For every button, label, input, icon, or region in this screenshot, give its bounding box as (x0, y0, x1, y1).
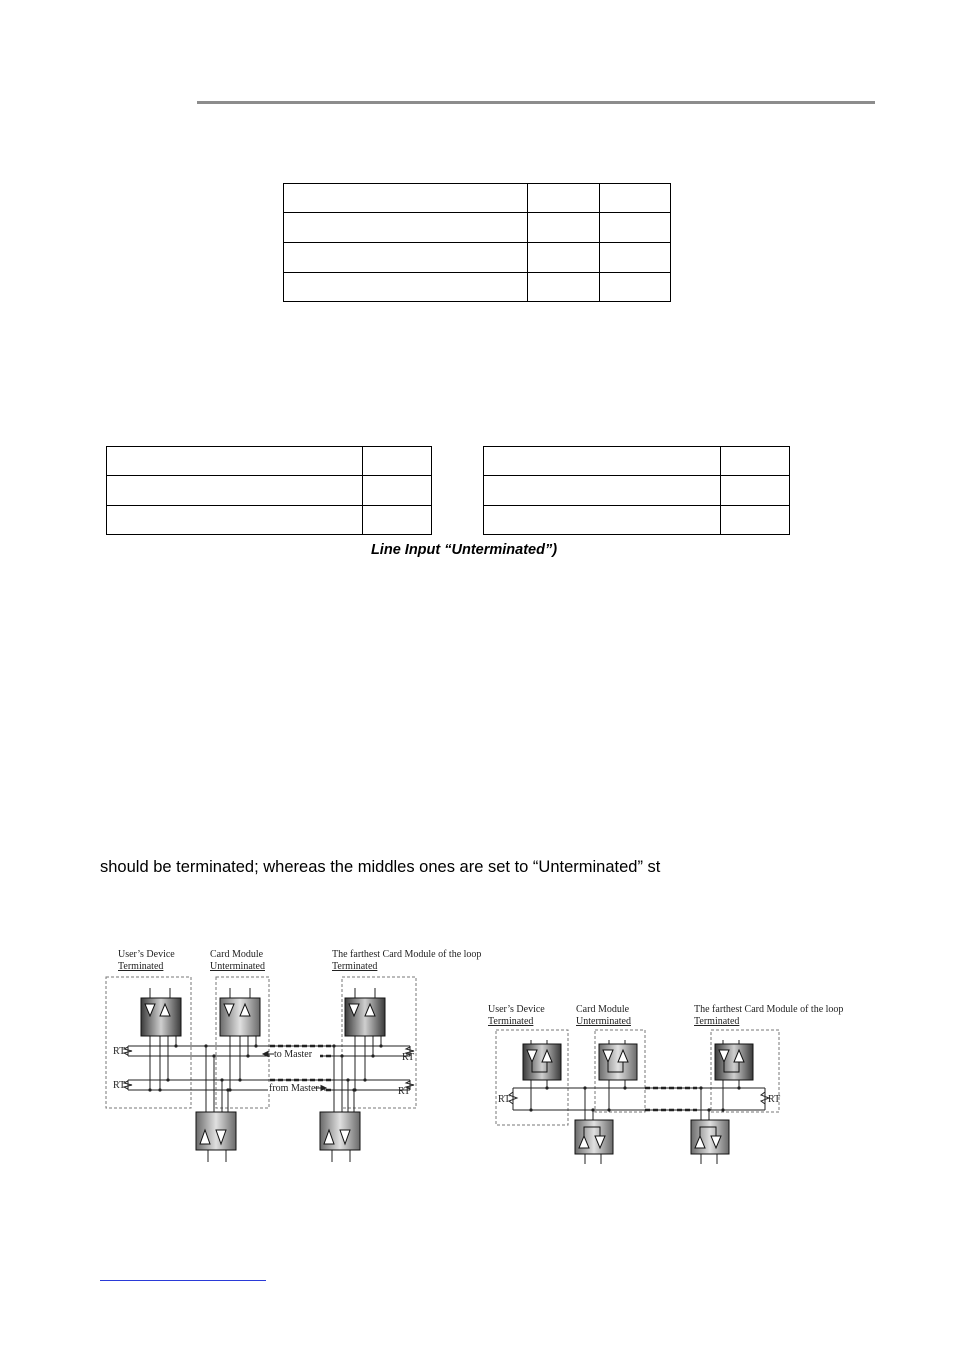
label-farthest: The farthest Card Module of the loop (332, 949, 482, 960)
rt-label: RT (402, 1052, 415, 1063)
label-card-module-state: Unterminated (210, 961, 265, 972)
body-text: should be terminated; whereas the middles ones are set to “Unterminated” st (100, 858, 661, 876)
label-user-device: User’s Device (118, 949, 175, 960)
module-card-lower-2 (320, 1112, 360, 1150)
label-user-device-state: Terminated (118, 961, 164, 972)
rt-label: RT (398, 1086, 411, 1097)
label-user-device: User’s Device (488, 1004, 545, 1015)
header-rule (197, 101, 875, 104)
module-card-middle (599, 1044, 637, 1080)
label-farthest: The farthest Card Module of the loop (694, 1004, 844, 1015)
rt-label: RT (768, 1094, 781, 1105)
module-user-device (523, 1044, 561, 1080)
label-user-device-state: Terminated (488, 1016, 534, 1027)
rt-label: RT (498, 1094, 511, 1105)
diagram-four-wire (100, 944, 490, 1164)
module-card-lower-2 (691, 1120, 729, 1154)
module-user-device (141, 998, 181, 1036)
settings-table-top (283, 183, 671, 302)
module-card-lower-1 (196, 1112, 236, 1150)
settings-table-left (106, 446, 432, 535)
module-card-lower-1 (575, 1120, 613, 1154)
module-card-farthest (715, 1044, 753, 1080)
label-card-module-state: Unterminated (576, 1016, 631, 1027)
label-farthest-state: Terminated (332, 961, 378, 972)
rt-label: RT (113, 1046, 126, 1057)
footer-link-underline[interactable] (100, 1280, 266, 1281)
table-caption: Line Input “Unterminated”) (370, 542, 558, 558)
arrow-label-to-master: to Master (274, 1049, 313, 1060)
rt-label: RT (113, 1080, 126, 1091)
arrow-label-from-master: from Master (269, 1083, 319, 1094)
label-card-module: Card Module (576, 1004, 630, 1015)
label-farthest-state: Terminated (694, 1016, 740, 1027)
module-card-farthest (345, 998, 385, 1036)
module-card-middle (220, 998, 260, 1036)
settings-table-right (483, 446, 790, 535)
label-card-module: Card Module (210, 949, 264, 960)
diagram-two-wire (485, 1000, 845, 1168)
